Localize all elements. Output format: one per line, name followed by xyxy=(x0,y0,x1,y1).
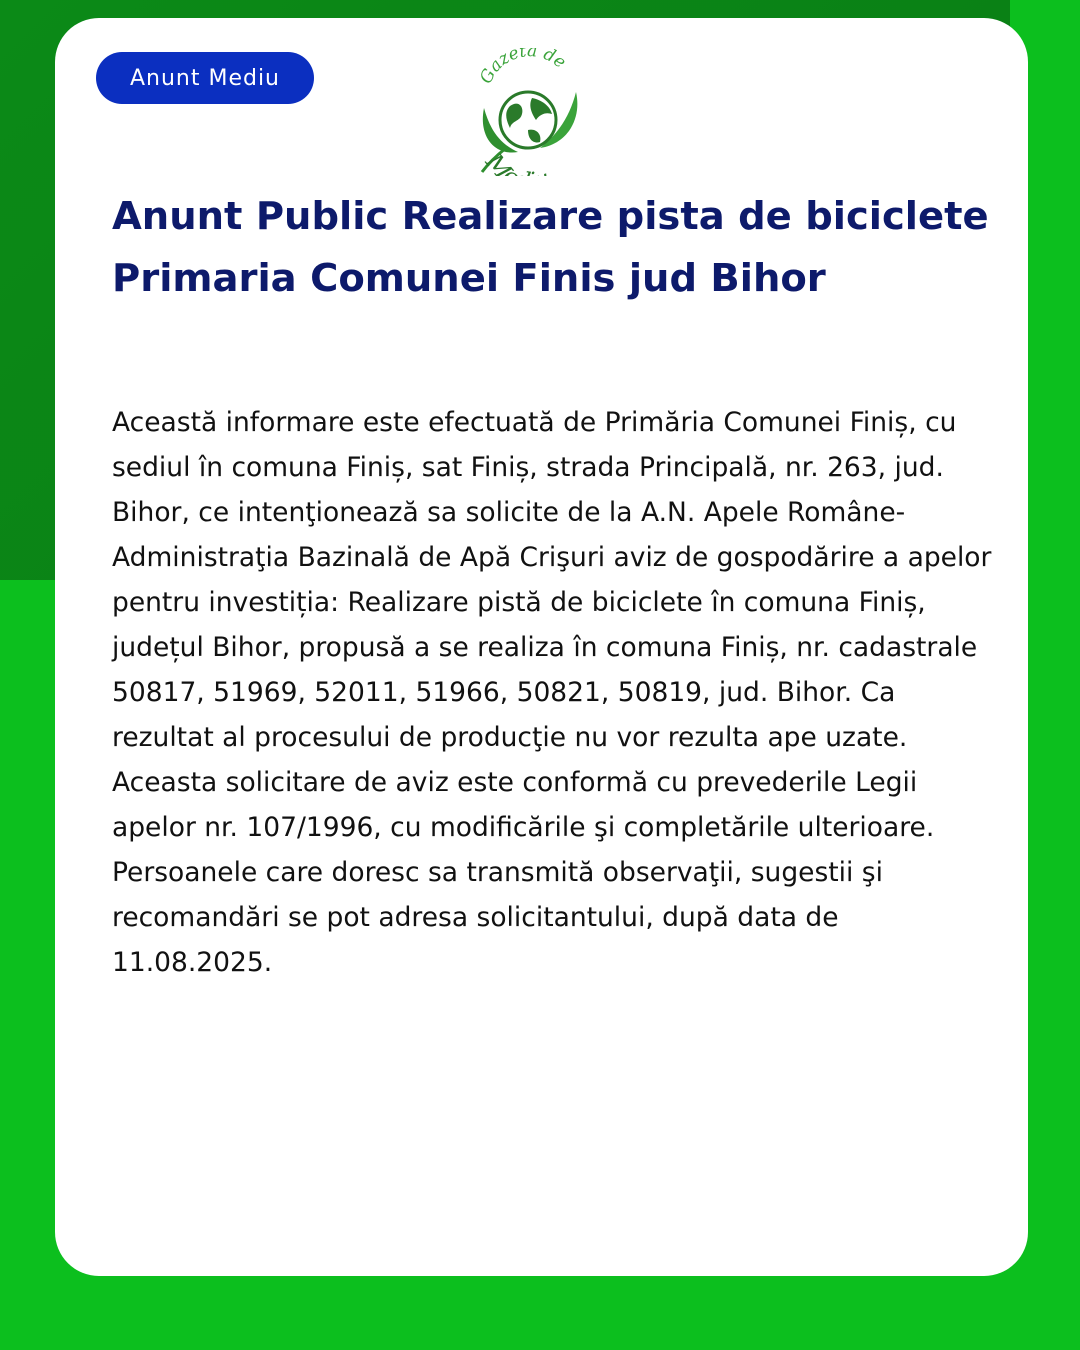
category-tag[interactable]: Anunt Mediu xyxy=(96,52,314,104)
gazeta-de-mediu-logo xyxy=(466,48,590,176)
announcement-body: Această informare este efectuată de Primăria Comunei Finiș, cu sediul în comuna Finiș, sat Finiș, strada Principală, nr. 263, jud. Bihor, ce intenţionează sa solicite de la A.N. Apele Române-Administraţia Bazinală de Apă Crişuri aviz de gospodărire a apelor pentru investiția: Realizare pistă de biciclete în comuna Finiș, județul Bihor, propusă a se realiza în comuna Finiș, nr. cadastrale 50817, 51969, 52011, 51966, 50821, 50819, jud. Bihor. Ca rezultat al procesului de producţie nu vor rezulta ape uzate. Aceasta solicitare de aviz este conformă cu prevederile Legii apelor nr. 107/1996, cu modificările şi completările ulterioare. Persoanele care doresc sa transmită observaţii, sugestii şi recomandări se pot adresa solicitantului, după data de 11.08.2025. xyxy=(112,407,992,978)
globe-leaf-icon xyxy=(466,48,590,176)
svg-text:Mediu: M xyxy=(480,148,518,176)
announcement-title: Anunt Public Realizare pista de biciclete Primaria Comunei Finis jud Bihor xyxy=(112,194,989,301)
svg-text:Gazeta de: Gazeta de xyxy=(476,48,570,88)
